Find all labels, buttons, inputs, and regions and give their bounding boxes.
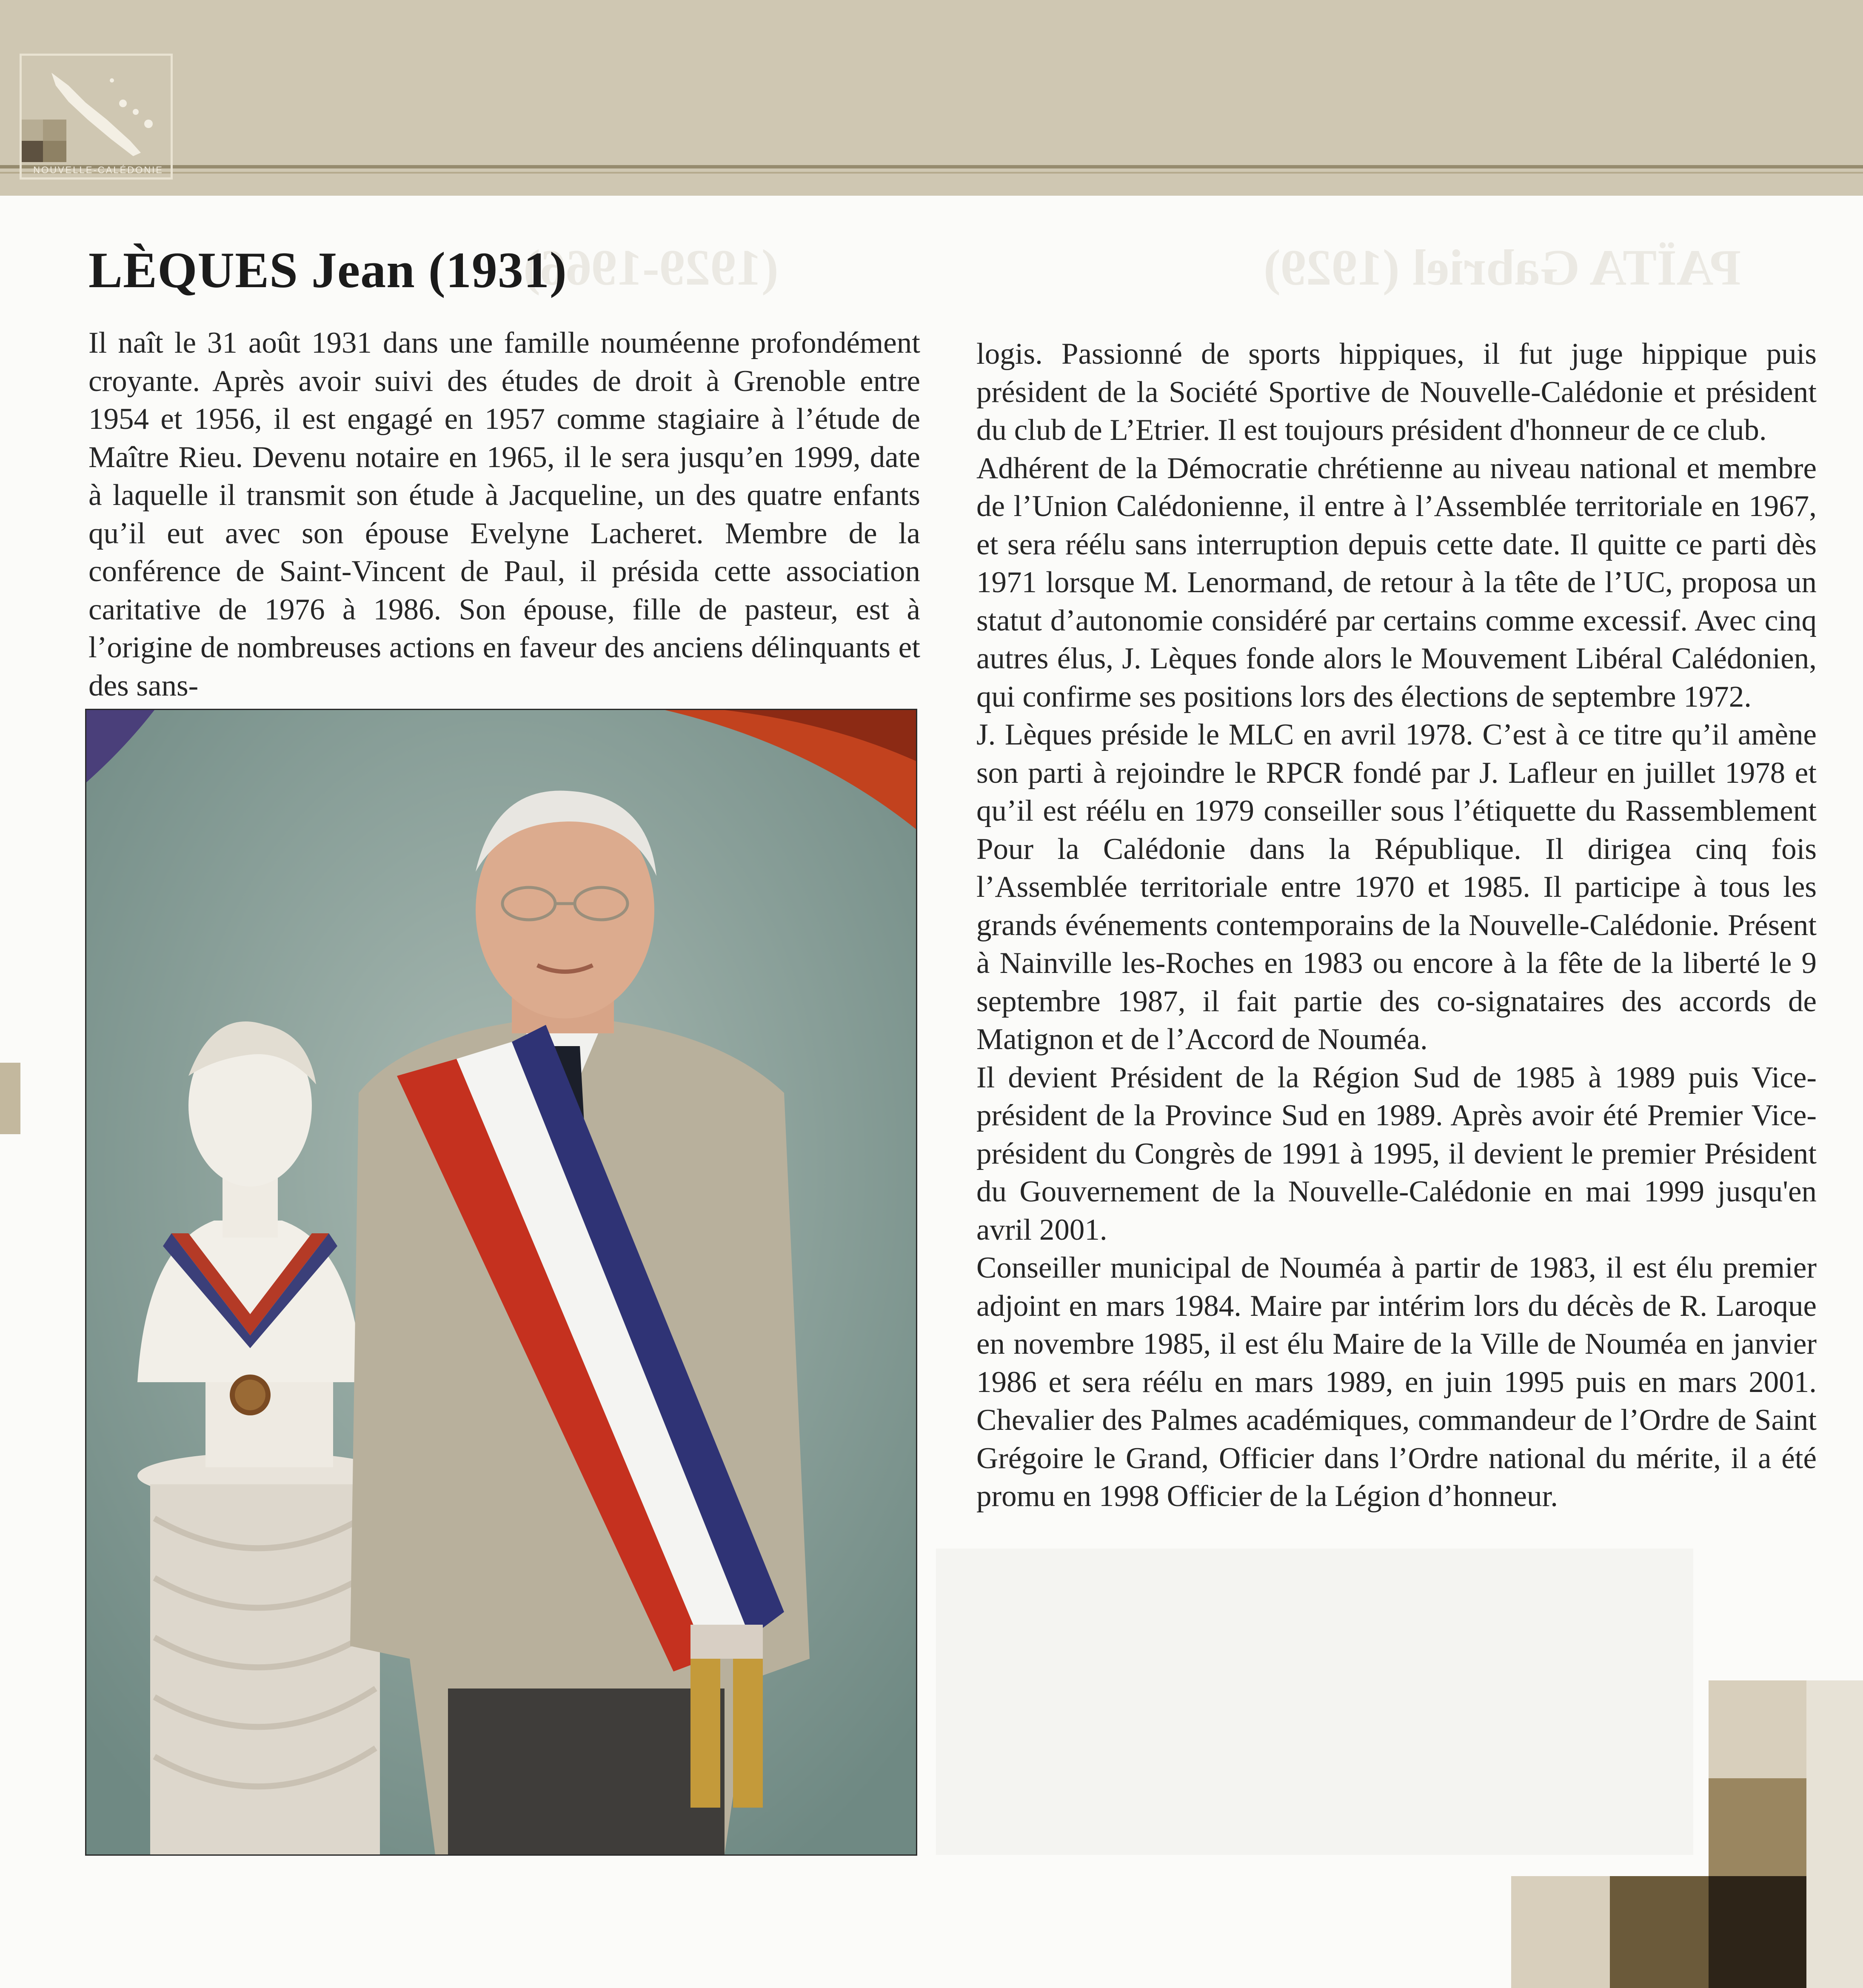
map-icon <box>22 56 171 177</box>
paragraph: Adhérent de la Démocratie chrétienne au niveau national et membre de l’Union Calédonienne, il entre à l’Assemblée territoriale en 1967, et sera réélu sans interruption depuis cette date. Il quitte ce parti dès 1971 lorsque M. Lenormand, de retour à la tête de l’UC, proposa un statut d’autonomie considéré par certains comme excessif. Avec cinq autres élus, J. Lèques fonde alors le Mouvement Libéral Calédonien, qui confirme ses positions lors des élections de septembre 1972. <box>976 451 1817 713</box>
right-column-text <box>976 335 1817 1516</box>
header-rule <box>0 165 1863 168</box>
decor-square <box>1709 1876 1806 1988</box>
article-title: LÈQUES Jean (1931) <box>88 242 567 298</box>
side-tab <box>0 1063 20 1134</box>
faint-background-panel <box>936 1549 1693 1855</box>
logo-caption: NOUVELLE-CALÉDONIE <box>33 165 163 175</box>
decor-square <box>1709 1680 1806 1778</box>
paragraph: Il naît le 31 août 1931 dans une famille nouméenne profondément croyante. Après avoir suivi des études de droit à Grenoble entre 1954 et 1956, il est engagé en 1957 comme stagiaire à l’étude de Maître Rieu. Devenu notaire en 1965, il le sera jusqu’en 1999, date à laquelle il transmit son étude à Jacqueline, un des quatre enfants qu’il eut avec son épouse Evelyne Lacheret. Membre de la conférence de Saint-Vincent de Paul, il présida cette association caritative de 1976 à 1986. Son épouse, fille de pasteur, est à l’origine de nombreuses actions en faveur des anciens délinquants et des sans- <box>88 326 920 702</box>
paragraph: Conseiller municipal de Nouméa à partir de 1983, il est élu premier adjoint en mars 1984. Maire par intérim lors du décès de R. Laroque en novembre 1985, il est élu Maire de la Ville de Nouméa en janvier 1986 et sera réélu en mars 1989, en juin 1995 puis en mars 2001. Chevalier des Palmes académiques, commandeur de l’Ordre de Saint Grégoire le Grand, Officier dans l’Ordre national du mérite, il a été promu en 1998 Officier de la Légion d’honneur. <box>976 1251 1817 1513</box>
decor-strip <box>1806 1680 1863 1988</box>
header-rule-secondary <box>0 172 1863 174</box>
bleed-through-title-left: (1929-1966) <box>523 239 779 296</box>
left-column-text <box>88 324 920 705</box>
paragraph: Il devient Président de la Région Sud de 1985 à 1989 puis Vice-président de la Province Sud en 1989. Après avoir été Premier Vice-président du Congrès de 1991 à 1995, il devient le premier Président du Gouvernement de la Nouvelle-Calédonie en mai 1999 jusqu'en avril 2001. <box>976 1061 1817 1246</box>
decor-square <box>1511 1876 1610 1988</box>
paragraph: J. Lèques préside le MLC en avril 1978. C’est à ce titre qu’il amène son parti à rejoindre le RPCR fondé par J. Lafleur en juillet 1978 et qu’il est réélu en 1979 conseiller sous l’étiquette du Rassemblement Pour la Calédonie dans la République. Il dirigea cinq fois l’Assemblée territoriale entre 1970 et 1985. Il participe à tous les grands événements contemporains de la Nouvelle-Calédonie. Présent à Nainville les-Roches en 1983 ou encore à la fête de la liberté le 9 septembre 1987, il fait partie des co-signataires des accords de Matignon et de l’Accord de Nouméa. <box>976 718 1817 1056</box>
paragraph: logis. Passionné de sports hippiques, il fut juge hippique puis président de la Société Sportive de Nouvelle-Calédonie et président du club de L’Etrier. Il est toujours président d'honneur de ce club. <box>976 337 1817 447</box>
decor-square <box>1610 1876 1709 1988</box>
bleed-through-title-right: PAÏTA Gabriel (1929) <box>1264 239 1741 296</box>
new-caledonia-logo <box>20 54 173 180</box>
portrait-photo <box>85 709 917 1856</box>
decor-square <box>1709 1778 1806 1876</box>
